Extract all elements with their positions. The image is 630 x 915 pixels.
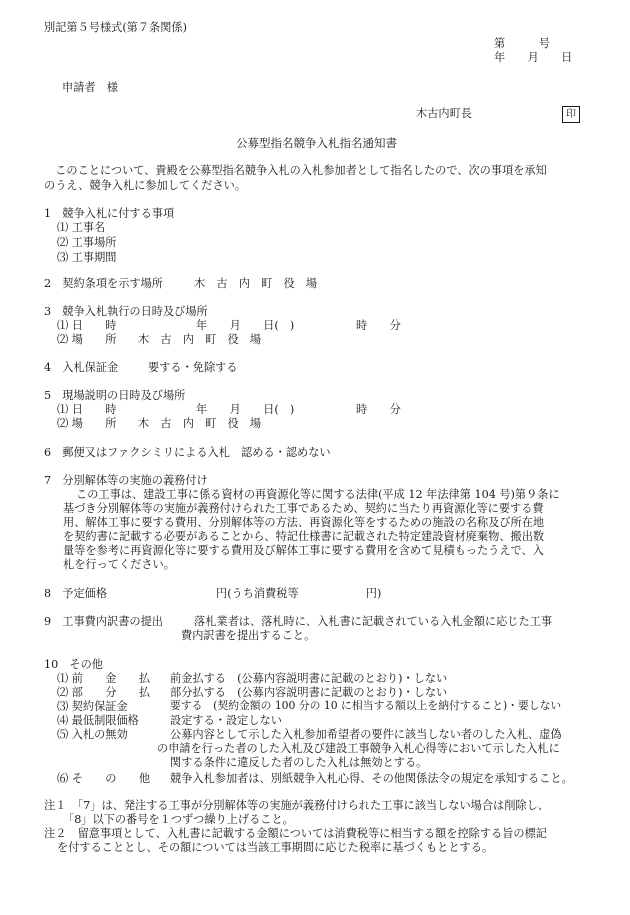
section-7-line-1: この工事は、建設工事に係る資材の再資源化等に関する法律(平成 12 年法律第 104 号)第９条に [76, 488, 560, 501]
section-10-row-4-label: ⑷ 最低制限価格 [57, 714, 139, 727]
section-3-place-label: ⑵ 場 所 [57, 333, 117, 346]
note-2-line-2: を付することとし、その額については当該工事期間に応じた税率に基づくもととする。 [57, 841, 494, 854]
section-10-row-2-value: 部分払する (公募内容説明書に記載のとおり)・しない [170, 686, 448, 699]
note-2-line-1: 注２ 留意事項として、入札書に記載する金額については消費税等に相当する額を控除する旨の標記 [44, 827, 547, 840]
section-7-line-5: 量等を参考に再資源化等に要する費用及び解体工事に要する費用を含めて見積もったうえで、入 [63, 544, 544, 557]
section-1-item-3: ⑶ 工事期間 [57, 251, 117, 264]
section-8-value: 円(うち消費税等 円) [216, 587, 382, 600]
section-2-value: 木 古 内 町 役 場 [194, 277, 318, 290]
section-4-value: 要する・免除する [148, 361, 238, 374]
recipient-name: 申請者 様 [62, 81, 118, 94]
section-10-row-3-value: 要する (契約金額の 100 分の 10 に相当する額以上を納付すること)・要しない [170, 699, 562, 712]
section-7-heading: 7 分別解体等の実施の義務付け [44, 474, 208, 487]
section-10-row-4-value: 設定する・設定しない [170, 714, 282, 727]
section-10-row-5-label: ⑸ 入札の無効 [57, 728, 128, 741]
section-5-heading: 5 現場説明の日時及び場所 [44, 389, 186, 402]
section-3-heading: 3 競争入札執行の日時及び場所 [44, 305, 208, 318]
document-title: 公募型指名競争入札指名通知書 [236, 136, 397, 150]
section-7-line-6: 札を行ってください。 [63, 558, 175, 571]
form-number-label: 別記第５号様式(第７条関係) [44, 21, 187, 34]
section-10-row-5-line-1: 公募内容として示した入札参加希望者の要件に該当しない者のした入札、虚偽 [170, 728, 562, 741]
note-1-line-1: 注１ 「7」は、発注する工事が分別解体等の実施が義務付けられた工事に該当しない場合は削除し、 [44, 799, 549, 812]
section-9-line-1: 落札業者は、落札時に、入札書に記載されている入札金額に応じた工事 [194, 615, 553, 628]
section-8-heading: 8 予定価格 [44, 587, 108, 600]
section-5-time: 時 分 [356, 403, 401, 416]
section-6-text: 6 郵便又はファクシミリによる入札 認める・認めない [44, 446, 331, 459]
intro-line-2: のうえ、競争入札に参加してください。 [44, 179, 247, 192]
section-5-place: 木 古 内 町 役 場 [138, 417, 262, 430]
section-10-row-1-value: 前金払する (公募内容説明書に記載のとおり)・しない [170, 672, 448, 685]
section-1-heading: 1 競争入札に付する事項 [44, 207, 175, 220]
section-10-row-6-value: 競争入札参加者は、別紙競争入札心得、その他関係法令の規定を承知すること。 [170, 772, 573, 785]
section-10-row-3-label: ⑶ 契約保証金 [57, 700, 128, 713]
section-10-row-2-label: ⑵ 部 分 払 [57, 686, 151, 699]
section-3-date: 年 月 日( ) [196, 319, 295, 332]
section-10-heading: 10 その他 [44, 658, 103, 671]
section-3-time: 時 分 [356, 319, 401, 332]
issuer-name: 木古内町長 [416, 107, 472, 120]
section-2-heading: 2 契約条項を示す場所 [44, 277, 163, 290]
note-1-line-2: 「8」以下の番号を１つずつ繰り上げること。 [63, 813, 294, 826]
section-5-place-label: ⑵ 場 所 [57, 417, 117, 430]
intro-line-1: このことについて、貴殿を公募型指名競争入札の入札参加者として指名したので、次の事項を承知 [44, 164, 547, 177]
issue-date: 年 月 日 [494, 51, 573, 64]
section-7-line-2: 基づき分別解体等の実施が義務付けられた工事であるため、契約に当たり再資源化等に要する費 [63, 502, 544, 515]
section-10-row-5-line-2: の申請を行った者のした入札及び建設工事競争入札心得等において示した入札に [157, 742, 560, 755]
section-3-place: 木 古 内 町 役 場 [138, 333, 262, 346]
section-3-datetime-label: ⑴ 日 時 [57, 319, 117, 332]
section-5-date: 年 月 日( ) [196, 403, 295, 416]
section-4-heading: 4 入札保証金 [44, 361, 119, 374]
section-9-line-2: 費内訳書を提出すること。 [181, 629, 316, 642]
section-10-row-5-line-3: 関する条件に違反した者のした入札は無効とする。 [170, 756, 428, 769]
section-10-row-6-label: ⑹ そ の 他 [57, 772, 151, 785]
section-9-heading: 9 工事費内訳書の提出 [44, 615, 163, 628]
section-7-line-4: を契約書に記載する必要があることから、特記仕様書に記載された特定建設資材廃棄物、搬出数 [63, 530, 545, 543]
seal-stamp: 印 [562, 106, 580, 123]
document-number: 第 号 [494, 37, 550, 50]
section-1-item-1: ⑴ 工事名 [57, 221, 106, 234]
section-5-datetime-label: ⑴ 日 時 [57, 403, 117, 416]
section-10-row-1-label: ⑴ 前 金 払 [57, 672, 151, 685]
section-1-item-2: ⑵ 工事場所 [57, 236, 117, 249]
section-7-line-3: 用、解体工事に要する費用、分別解体等の方法、再資源化等をするための施設の名称及び所在地 [63, 516, 545, 529]
